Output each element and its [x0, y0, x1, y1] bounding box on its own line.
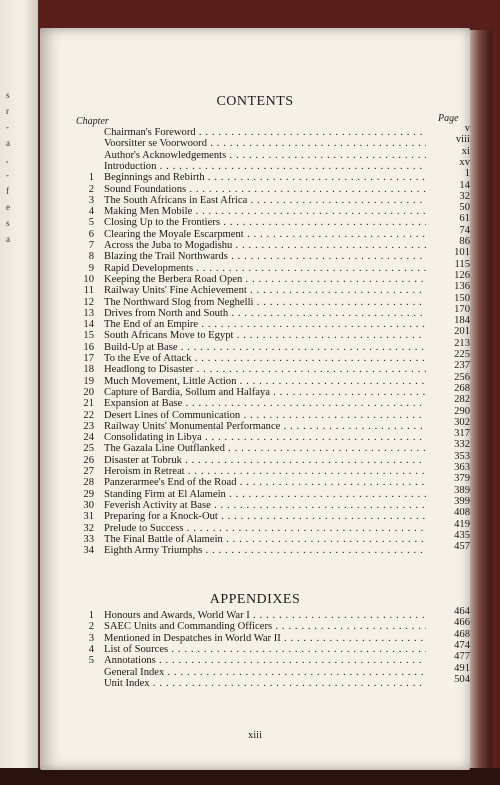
- page-column-header: Page: [438, 113, 459, 124]
- chapter-row: [76, 229, 426, 241]
- chapter-row: [76, 500, 426, 512]
- appendix-page-number: 468: [454, 628, 470, 640]
- appendix-title: List of Sources . . .: [104, 644, 426, 656]
- appendix-page-number: 477: [454, 651, 470, 663]
- chapter-row: [76, 489, 426, 501]
- facing-page-text-fragment: -: [6, 170, 9, 180]
- appendix-page-number: 474: [454, 639, 470, 651]
- chapter-title: Build-Up at Base . . .: [104, 342, 426, 354]
- chapter-title: Across the Juba to Mogadishu . . .: [104, 240, 426, 252]
- chapter-number: 1: [88, 172, 94, 184]
- chapter-row: [76, 477, 426, 489]
- appendix-row: [76, 621, 426, 633]
- chapter-number: 34: [83, 545, 94, 557]
- chapter-title: Railway Units' Fine Achievement . . .: [104, 285, 426, 297]
- chapter-page-number: 302: [454, 416, 470, 428]
- chapter-row: [76, 240, 426, 252]
- appendix-title: Annotations . . .: [104, 655, 426, 667]
- appendixes-title: APPENDIXES: [209, 592, 301, 607]
- chapter-row: [76, 511, 426, 523]
- chapter-number: 29: [83, 488, 94, 500]
- book-cover-edge: [470, 30, 492, 768]
- facing-page-text-fragment: ,: [6, 154, 9, 164]
- chapter-number: 21: [83, 398, 94, 410]
- chapter-row: [76, 455, 426, 467]
- chapter-row: [76, 387, 426, 399]
- chapter-row: [76, 274, 426, 286]
- chapter-title: The Final Battle of Alamein . . .: [104, 534, 426, 546]
- chapter-number: 9: [88, 262, 94, 274]
- chapter-page-number: 268: [454, 382, 470, 394]
- chapter-row: [76, 172, 426, 184]
- contents-page: [40, 28, 470, 770]
- chapter-page-number: 32: [459, 190, 470, 202]
- chapter-title: Author's Acknowledgements . . .: [104, 150, 426, 162]
- chapter-page-number: 256: [454, 371, 470, 383]
- chapter-number: 26: [83, 454, 94, 466]
- chapter-title: Consolidating in Libya . . .: [104, 432, 426, 444]
- chapter-title: The Northward Slog from Neghelli . . .: [104, 297, 426, 309]
- chapter-title: Introduction . . .: [104, 161, 426, 173]
- chapter-row: [76, 330, 426, 342]
- chapter-number: 17: [83, 353, 94, 364]
- chapter-number: 3: [88, 194, 94, 206]
- appendix-page-number: 466: [454, 617, 470, 629]
- chapter-page-number: 115: [454, 258, 470, 270]
- chapter-number: 11: [83, 285, 94, 297]
- chapter-number: 30: [83, 499, 94, 511]
- chapter-row: [76, 410, 426, 422]
- chapter-number: 31: [83, 511, 94, 523]
- chapter-page-number: 61: [459, 213, 470, 225]
- chapter-page-number: 419: [454, 518, 470, 530]
- chapter-number: 27: [83, 466, 94, 477]
- chapter-row: [76, 545, 426, 557]
- chapter-title: Capture of Bardia, Sollum and Halfaya . . .: [104, 387, 426, 399]
- chapter-page-number: 290: [454, 405, 470, 417]
- appendix-title: Mentioned in Despatches in World War II . . .: [104, 633, 426, 645]
- facing-page-text-fragment: s: [6, 218, 10, 228]
- chapter-page-number: v: [464, 123, 470, 134]
- chapter-row: [76, 342, 426, 354]
- chapter-page-number: 389: [454, 484, 470, 496]
- chapter-page-number: xv: [459, 156, 470, 168]
- chapter-number: 24: [83, 432, 94, 444]
- chapter-title: Panzerarmee's End of the Road . . .: [104, 477, 426, 489]
- chapter-row: [76, 297, 426, 309]
- appendix-number: 4: [88, 643, 94, 655]
- chapter-title: Standing Firm at El Alamein . . .: [104, 489, 426, 501]
- chapter-title: South Africans Move to Egypt . . .: [104, 330, 426, 342]
- chapter-title: Feverish Activity at Base . . .: [104, 500, 426, 512]
- chapter-page-number: 225: [454, 349, 470, 360]
- appendix-title: General Index . . .: [104, 667, 426, 679]
- appendix-number: 1: [88, 610, 94, 621]
- chapter-title: Voorsitter se Voorwoord . . .: [104, 138, 426, 150]
- chapter-row: [76, 308, 426, 320]
- chapter-title: Keeping the Berbera Road Open . . .: [104, 274, 426, 286]
- facing-page-text-fragment: f: [6, 186, 9, 196]
- chapter-page-number: xi: [461, 145, 470, 157]
- chapter-title: Closing Up to the Frontiers . . .: [104, 217, 426, 229]
- chapter-row: [76, 432, 426, 444]
- chapter-number: 32: [83, 522, 94, 534]
- chapter-page-number: 136: [454, 281, 470, 293]
- chapter-page-number: viii: [455, 134, 470, 146]
- chapter-row: [76, 353, 426, 365]
- appendix-number: 2: [88, 621, 94, 633]
- facing-page-text-fragment: a: [6, 138, 10, 148]
- chapter-page-number: 353: [454, 450, 470, 462]
- chapter-title: The South Africans in East Africa . . .: [104, 195, 426, 207]
- chapter-page-number: 50: [459, 202, 470, 214]
- chapter-number: 28: [83, 477, 94, 489]
- chapter-page-number: 435: [454, 529, 470, 541]
- chapter-number: 7: [88, 240, 94, 251]
- chapter-page-number: 282: [454, 394, 470, 406]
- chapter-number: 2: [88, 183, 94, 195]
- appendix-page-number: 504: [454, 673, 470, 685]
- chapter-title: Much Movement, Little Action . . .: [104, 376, 426, 388]
- chapter-page-number: 14: [459, 179, 470, 191]
- chapter-page-number: 379: [454, 473, 470, 485]
- chapter-row: [76, 421, 426, 433]
- chapter-number: 16: [83, 341, 94, 353]
- facing-page-text-fragment: -: [6, 122, 9, 132]
- chapter-title: Sound Foundations . . .: [104, 184, 426, 196]
- chapter-title: Eighth Army Triumphs . . .: [104, 545, 426, 557]
- chapter-row: [76, 217, 426, 229]
- chapter-number: 12: [83, 296, 94, 308]
- chapter-number: 14: [83, 319, 94, 331]
- chapter-row: [76, 251, 426, 263]
- chapter-title: Drives from North and South . . .: [104, 308, 426, 320]
- chapter-page-number: 213: [454, 337, 470, 349]
- facing-page-text-fragment: e: [6, 202, 10, 212]
- page-folio: xiii: [247, 730, 262, 741]
- chapter-title: To the Eve of Attack . . .: [104, 353, 426, 365]
- chapter-page-number: 332: [454, 439, 470, 451]
- appendix-row: [76, 667, 426, 679]
- chapter-page-number: 201: [454, 326, 470, 338]
- chapter-row: [76, 195, 426, 207]
- chapter-title: Making Men Mobile . . .: [104, 206, 426, 218]
- chapter-number: 13: [83, 307, 94, 319]
- chapter-number: 20: [83, 386, 94, 398]
- chapter-page-number: 1: [464, 168, 470, 180]
- chapter-number: 33: [83, 533, 94, 545]
- chapter-title: Blazing the Trail Northwards . . .: [104, 251, 426, 263]
- chapter-page-number: 317: [454, 428, 470, 440]
- chapter-title: Headlong to Disaster . . .: [104, 364, 426, 376]
- chapter-title: Railway Units' Monumental Performance . . .: [104, 421, 426, 433]
- chapter-title: The End of an Empire . . .: [104, 319, 426, 331]
- chapter-row: [76, 376, 426, 388]
- appendix-page-number: 491: [454, 662, 470, 674]
- chapter-row: [76, 138, 426, 150]
- chapter-title: Expansion at Base . . .: [104, 398, 426, 410]
- chapter-page-number: 408: [454, 507, 470, 519]
- chapter-row: [76, 184, 426, 196]
- chapter-page-number: 86: [459, 236, 470, 247]
- contents-title: CONTENTS: [216, 94, 294, 109]
- chapter-row: [76, 127, 426, 139]
- chapter-column-header: Chapter: [76, 116, 109, 127]
- appendix-row: [76, 633, 426, 645]
- chapter-row: [76, 319, 426, 331]
- facing-page-edge: [0, 0, 38, 785]
- appendix-number: 3: [88, 632, 94, 644]
- chapter-title: Rapid Developments . . .: [104, 263, 426, 275]
- chapter-row: [76, 263, 426, 275]
- chapter-title: Beginnings and Rebirth . . .: [104, 172, 426, 184]
- chapter-row: [76, 364, 426, 376]
- appendix-row: [76, 644, 426, 656]
- book-bottom-edge: [0, 768, 500, 785]
- appendix-page-number: 464: [454, 606, 470, 617]
- chapter-row: [76, 466, 426, 478]
- appendix-row: [76, 678, 426, 690]
- chapter-title: Clearing the Moyale Escarpment . . .: [104, 229, 426, 241]
- chapter-page-number: 237: [454, 360, 470, 372]
- chapter-page-number: 399: [454, 495, 470, 507]
- appendix-number: 5: [88, 655, 94, 667]
- chapter-row: [76, 206, 426, 218]
- chapter-number: 25: [83, 443, 94, 455]
- chapter-number: 8: [88, 251, 94, 263]
- chapter-row: [76, 523, 426, 535]
- chapter-title: Preparing for a Knock-Out . . .: [104, 511, 426, 523]
- chapter-row: [76, 285, 426, 297]
- chapter-page-number: 150: [454, 292, 470, 304]
- chapter-row: [76, 150, 426, 162]
- chapter-number: 22: [83, 409, 94, 421]
- chapter-number: 10: [83, 273, 94, 285]
- facing-page-text-fragment: s: [6, 90, 10, 100]
- chapter-number: 18: [83, 364, 94, 376]
- appendix-title: Honours and Awards, World War I . . .: [104, 610, 426, 622]
- chapter-title: Chairman's Foreword . . .: [104, 127, 426, 139]
- chapter-row: [76, 398, 426, 410]
- chapter-page-number: 457: [454, 541, 470, 553]
- chapter-row: [76, 161, 426, 173]
- chapter-number: 19: [83, 375, 94, 387]
- chapter-page-number: 126: [454, 269, 470, 281]
- appendix-title: SAEC Units and Commanding Officers . . .: [104, 621, 426, 633]
- chapter-title: Prelude to Success . . .: [104, 523, 426, 535]
- chapter-page-number: 74: [459, 224, 470, 236]
- chapter-title: The Gazala Line Outflanked . . .: [104, 443, 426, 455]
- chapter-page-number: 101: [454, 247, 470, 259]
- chapter-row: [76, 534, 426, 546]
- chapter-title: Heroism in Retreat . . .: [104, 466, 426, 478]
- chapter-number: 4: [88, 206, 94, 218]
- chapter-number: 6: [88, 228, 94, 240]
- chapter-page-number: 363: [454, 462, 470, 473]
- appendix-row: [76, 610, 426, 622]
- chapter-row: [76, 443, 426, 455]
- chapter-number: 23: [83, 420, 94, 432]
- chapter-number: 5: [88, 217, 94, 229]
- chapter-page-number: 184: [454, 315, 470, 327]
- facing-page-text-fragment: a: [6, 234, 10, 244]
- appendix-row: [76, 655, 426, 667]
- chapter-title: Disaster at Tobruk . . .: [104, 455, 426, 467]
- chapter-title: Desert Lines of Communication . . .: [104, 410, 426, 422]
- chapter-number: 15: [83, 330, 94, 342]
- chapter-page-number: 170: [454, 303, 470, 315]
- facing-page-text-fragment: r: [6, 106, 9, 116]
- appendix-title: Unit Index . . .: [104, 678, 426, 690]
